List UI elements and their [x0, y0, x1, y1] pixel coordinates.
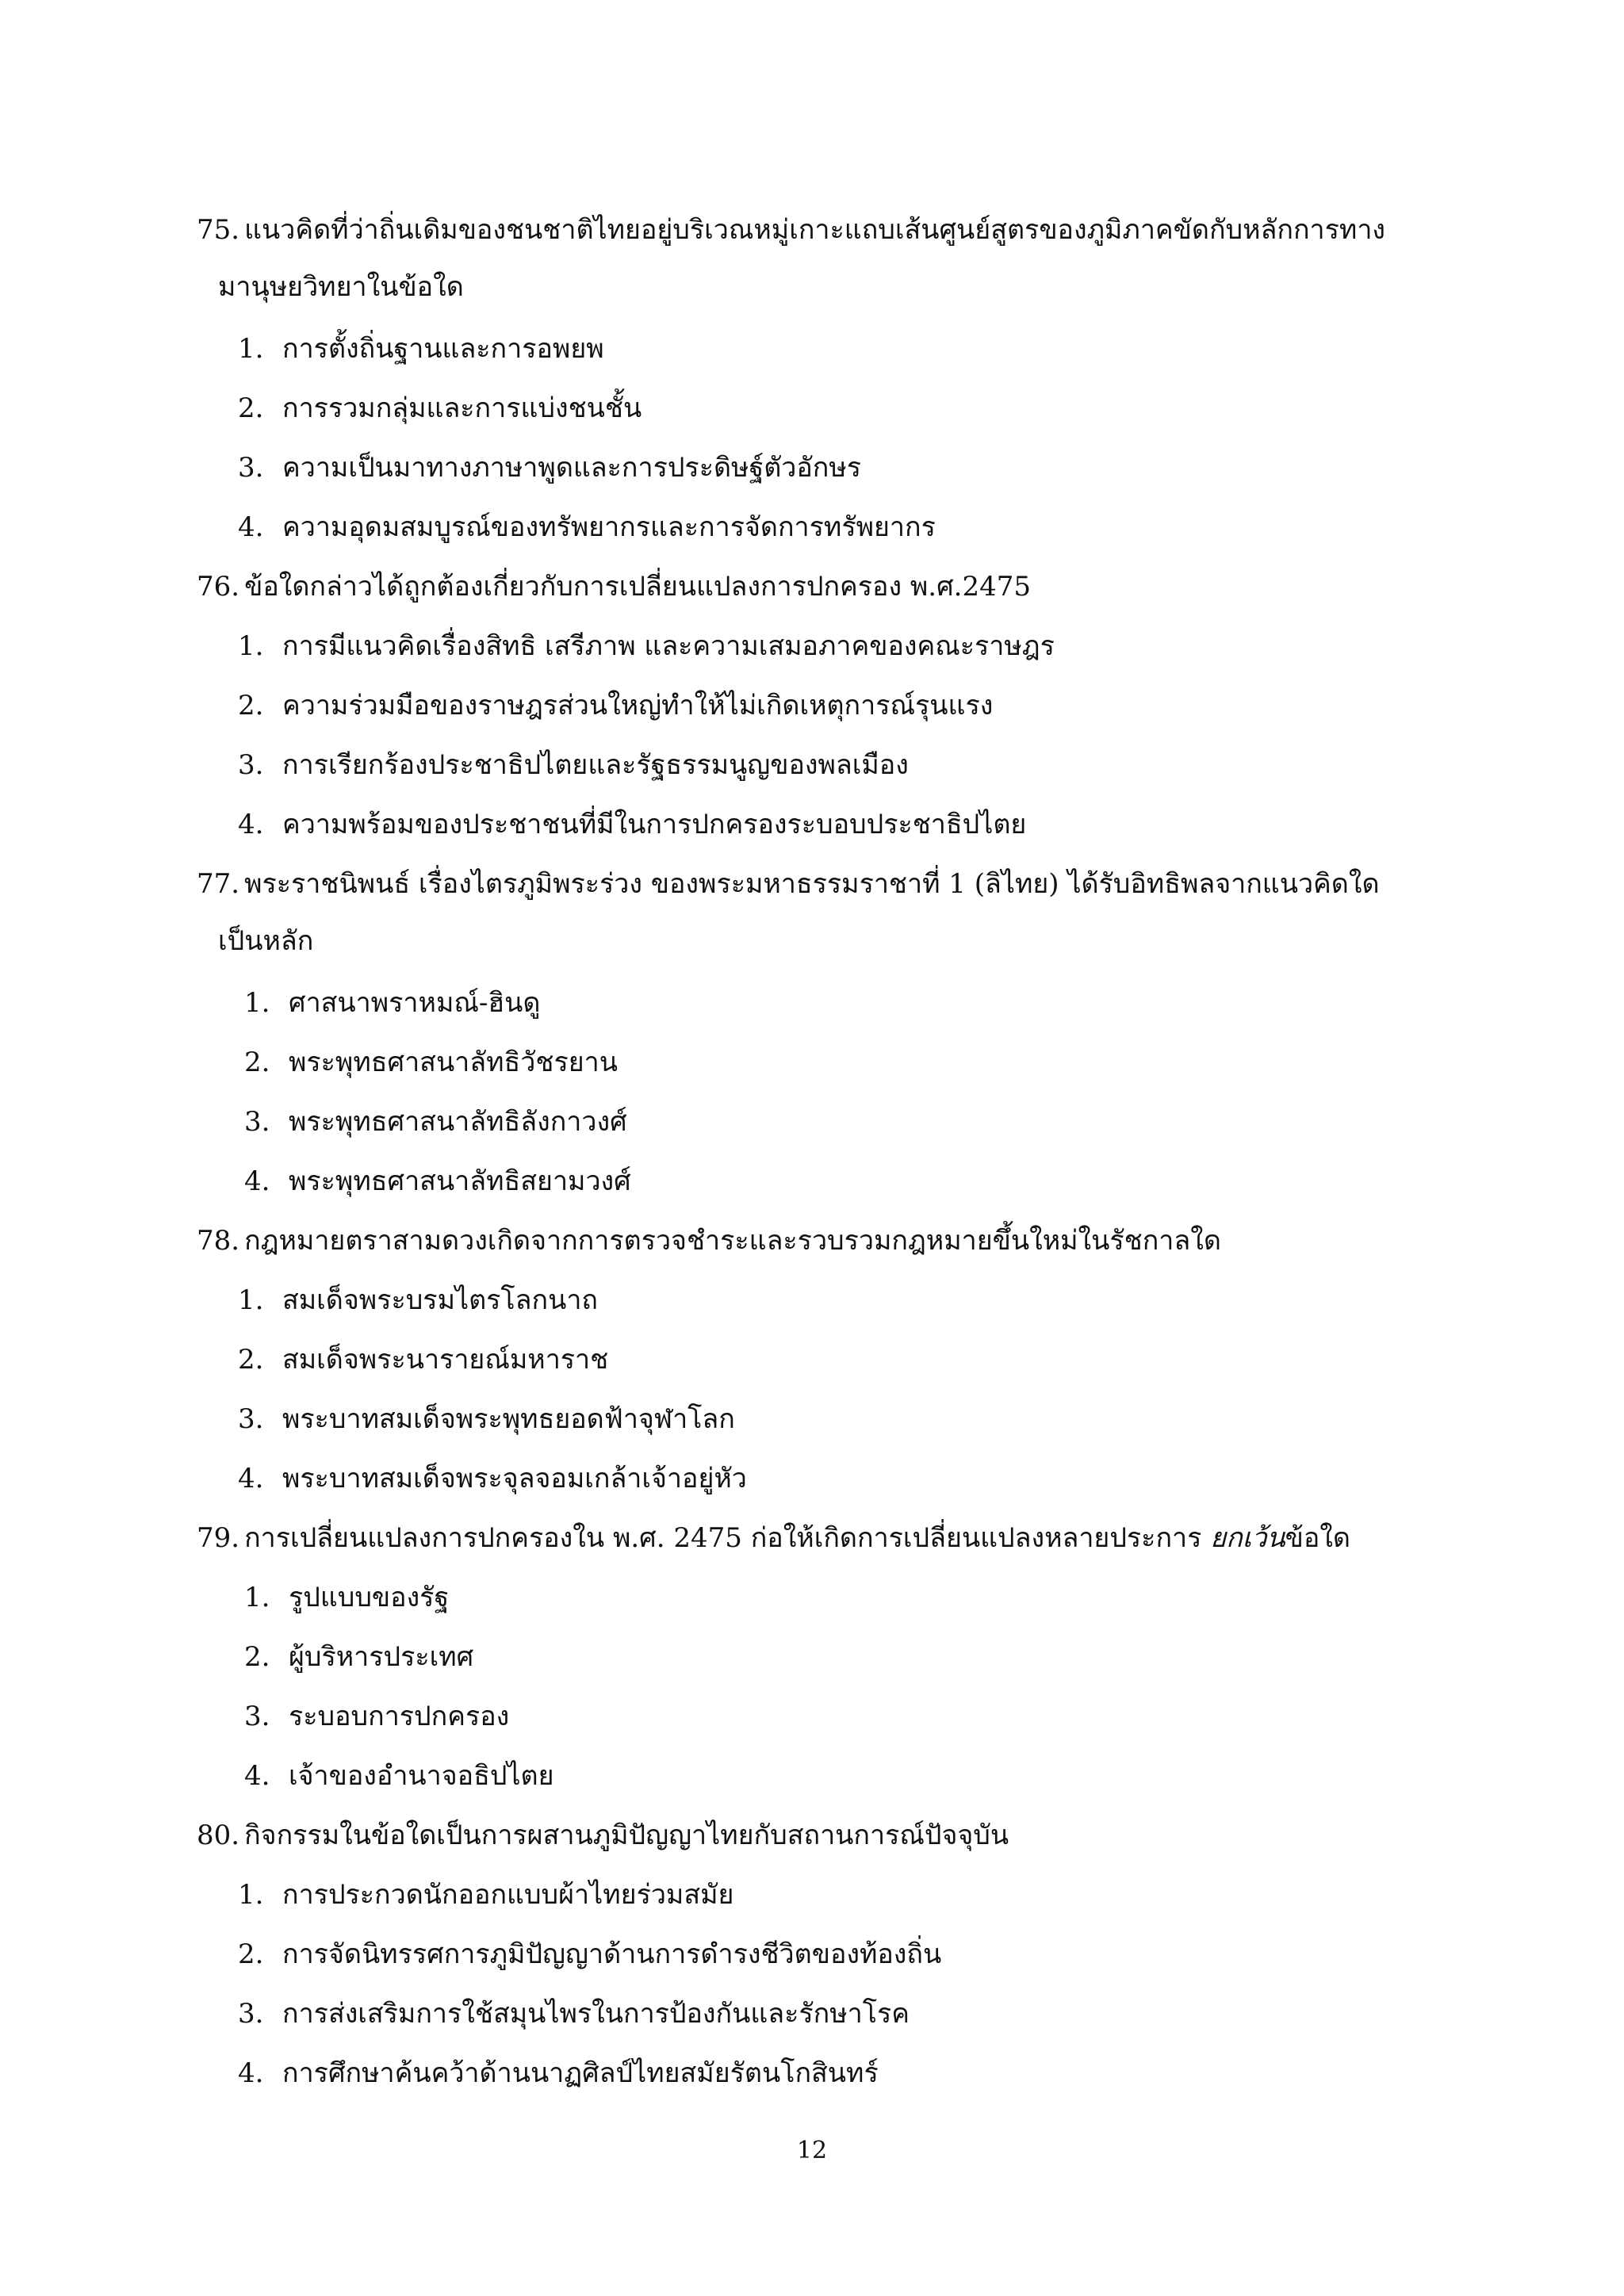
question-75 — [197, 214, 1434, 303]
option-text: ความเป็นมาทางภาษาพูดและการประดิษฐ์ตัวอักษร — [282, 452, 862, 484]
option-text: เจ้าของอำนาจอธิปไตย — [289, 1760, 554, 1792]
option-text: ผู้บริหารประเทศ — [289, 1641, 474, 1673]
option-number: 2. — [244, 1641, 270, 1673]
question-text: พระราชนิพนธ์ เรื่องไตรภูมิพระร่วง ของพระมหาธรรมราชาที่ 1 (ลิไทย) ได้รับอิทธิพลจากแนวคิดใด — [244, 868, 1380, 900]
option-number: 3. — [244, 1106, 270, 1138]
option-text: สมเด็จพระบรมไตรโลกนาถ — [282, 1284, 599, 1316]
question-stem — [197, 1820, 1434, 1851]
option-text: การเรียกร้องประชาธิปไตยและรัฐธรรมนูญของพลเมือง — [282, 749, 909, 781]
option-text: การรวมกลุ่มและการแบ่งชนชั้น — [282, 392, 642, 424]
option-78-4 — [238, 1463, 747, 1494]
option-79-3 — [244, 1701, 509, 1732]
option-number: 2. — [238, 392, 264, 424]
option-number: 1. — [238, 630, 264, 662]
option-number: 1. — [238, 333, 264, 365]
option-number: 2. — [244, 1047, 270, 1078]
question-text-continued: เป็นหลัก — [218, 925, 314, 957]
question-text-end: ข้อใด — [1285, 1522, 1351, 1554]
option-text: รูปแบบของรัฐ — [289, 1582, 450, 1613]
option-text: ความร่วมมือของราษฎรส่วนใหญ่ทำให้ไม่เกิดเหตุการณ์รุนแรง — [282, 690, 994, 721]
option-text: การจัดนิทรรศการภูมิปัญญาด้านการดำรงชีวิตของท้องถิ่น — [282, 1938, 942, 1970]
option-77-1 — [244, 987, 540, 1019]
option-text: การส่งเสริมการใช้สมุนไพรในการป้องกันและรักษาโรค — [282, 1998, 910, 2030]
option-number: 1. — [244, 1582, 270, 1613]
option-79-2 — [244, 1641, 473, 1673]
option-77-4 — [244, 1165, 631, 1197]
option-text: การประกวดนักออกแบบผ้าไทยร่วมสมัย — [282, 1879, 734, 1911]
option-76-3 — [238, 749, 909, 781]
option-number: 3. — [244, 1701, 270, 1732]
question-stem — [197, 868, 1434, 900]
option-78-1 — [238, 1284, 598, 1316]
question-text: แนวคิดที่ว่าถิ่นเดิมของชนชาติไทยอยู่บริเวณหมู่เกาะแถบเส้นศูนย์สูตรของภูมิภาคขัดกับหลักการทาง — [244, 214, 1386, 246]
option-text: พระบาทสมเด็จพระพุทธยอดฟ้าจุฬาโลก — [282, 1403, 735, 1435]
option-text: พระพุทธศาสนาลัทธิวัชรยาน — [289, 1047, 618, 1078]
question-stem — [197, 214, 1434, 246]
option-76-1 — [238, 630, 1055, 662]
option-number: 3. — [238, 1403, 264, 1435]
option-number: 1. — [238, 1879, 264, 1911]
option-number: 4. — [238, 1463, 264, 1494]
option-number: 2. — [238, 690, 264, 721]
option-77-3 — [244, 1106, 627, 1138]
option-text: การตั้งถิ่นฐานและการอพยพ — [282, 333, 604, 365]
question-text: กิจกรรมในข้อใดเป็นการผสานภูมิปัญญาไทยกับสถานการณ์ปัจจุบัน — [244, 1820, 1009, 1851]
option-text: สมเด็จพระนารายณ์มหาราช — [282, 1344, 609, 1376]
option-text: พระพุทธศาสนาลัทธิสยามวงศ์ — [289, 1165, 631, 1197]
option-75-3 — [238, 452, 861, 484]
option-text: ศาสนาพราหมณ์-ฮินดู — [289, 987, 541, 1019]
question-text-continued: มานุษยวิทยาในข้อใด — [218, 271, 464, 303]
option-75-1 — [238, 333, 604, 365]
option-number: 4. — [244, 1165, 270, 1197]
question-stem — [197, 1522, 1434, 1554]
option-text: ความพร้อมของประชาชนที่มีในการปกครองระบอบประชาธิปไตย — [282, 809, 1027, 840]
question-78 — [197, 1225, 1434, 1257]
option-number: 4. — [238, 511, 264, 543]
question-number: 78. — [197, 1225, 240, 1257]
option-number: 1. — [244, 987, 270, 1019]
option-text: พระพุทธศาสนาลัทธิลังกาวงศ์ — [289, 1106, 627, 1138]
option-number: 4. — [238, 809, 264, 840]
question-number: 75. — [197, 214, 240, 246]
option-75-4 — [238, 511, 936, 543]
option-80-4 — [238, 2057, 879, 2089]
question-number: 80. — [197, 1820, 240, 1851]
question-text: ข้อใดกล่าวได้ถูกต้องเกี่ยวกับการเปลี่ยนแปลงการปกครอง พ.ศ.2475 — [244, 571, 1032, 603]
option-79-4 — [244, 1760, 554, 1792]
option-number: 3. — [238, 749, 264, 781]
question-text: กฎหมายตราสามดวงเกิดจากการตรวจชำระและรวบรวมกฎหมายขึ้นใหม่ในรัชกาลใด — [244, 1225, 1221, 1257]
option-77-2 — [244, 1047, 618, 1078]
question-emphasis: ยกเว้น — [1210, 1522, 1285, 1554]
option-text: ความอุดมสมบูรณ์ของทรัพยากรและการจัดการทรัพยากร — [282, 511, 936, 543]
option-79-1 — [244, 1582, 449, 1613]
option-text: การศึกษาค้นคว้าด้านนาฏศิลป์ไทยสมัยรัตนโกสินทร์ — [282, 2057, 879, 2089]
option-number: 2. — [238, 1938, 264, 1970]
option-text: การมีแนวคิดเรื่องสิทธิ เสรีภาพ และความเสมอภาคของคณะราษฎร — [282, 630, 1055, 662]
question-76 — [197, 571, 1434, 603]
option-number: 2. — [238, 1344, 264, 1376]
option-number: 3. — [238, 452, 264, 484]
option-80-1 — [238, 1879, 733, 1911]
option-text: พระบาทสมเด็จพระจุลจอมเกล้าเจ้าอยู่หัว — [282, 1463, 747, 1494]
option-text: ระบอบการปกครอง — [289, 1701, 510, 1732]
option-76-2 — [238, 690, 993, 721]
question-text: การเปลี่ยนแปลงการปกครองใน พ.ศ. 2475 ก่อให้เกิดการเปลี่ยนแปลงหลายประการ — [244, 1522, 1202, 1554]
question-77 — [197, 868, 1434, 957]
option-80-3 — [238, 1998, 910, 2030]
option-76-4 — [238, 809, 1026, 840]
question-number: 76. — [197, 571, 240, 603]
option-78-3 — [238, 1403, 735, 1435]
option-78-2 — [238, 1344, 608, 1376]
question-number: 77. — [197, 868, 240, 900]
question-stem — [197, 1225, 1434, 1257]
option-number: 4. — [244, 1760, 270, 1792]
question-stem — [197, 571, 1434, 603]
question-80 — [197, 1820, 1434, 1851]
question-number: 79. — [197, 1522, 240, 1554]
page-number: 12 — [796, 2137, 828, 2164]
option-number: 4. — [238, 2057, 264, 2089]
option-number: 1. — [238, 1284, 264, 1316]
option-75-2 — [238, 392, 642, 424]
question-79 — [197, 1522, 1434, 1554]
option-80-2 — [238, 1938, 941, 1970]
option-number: 3. — [238, 1998, 264, 2030]
